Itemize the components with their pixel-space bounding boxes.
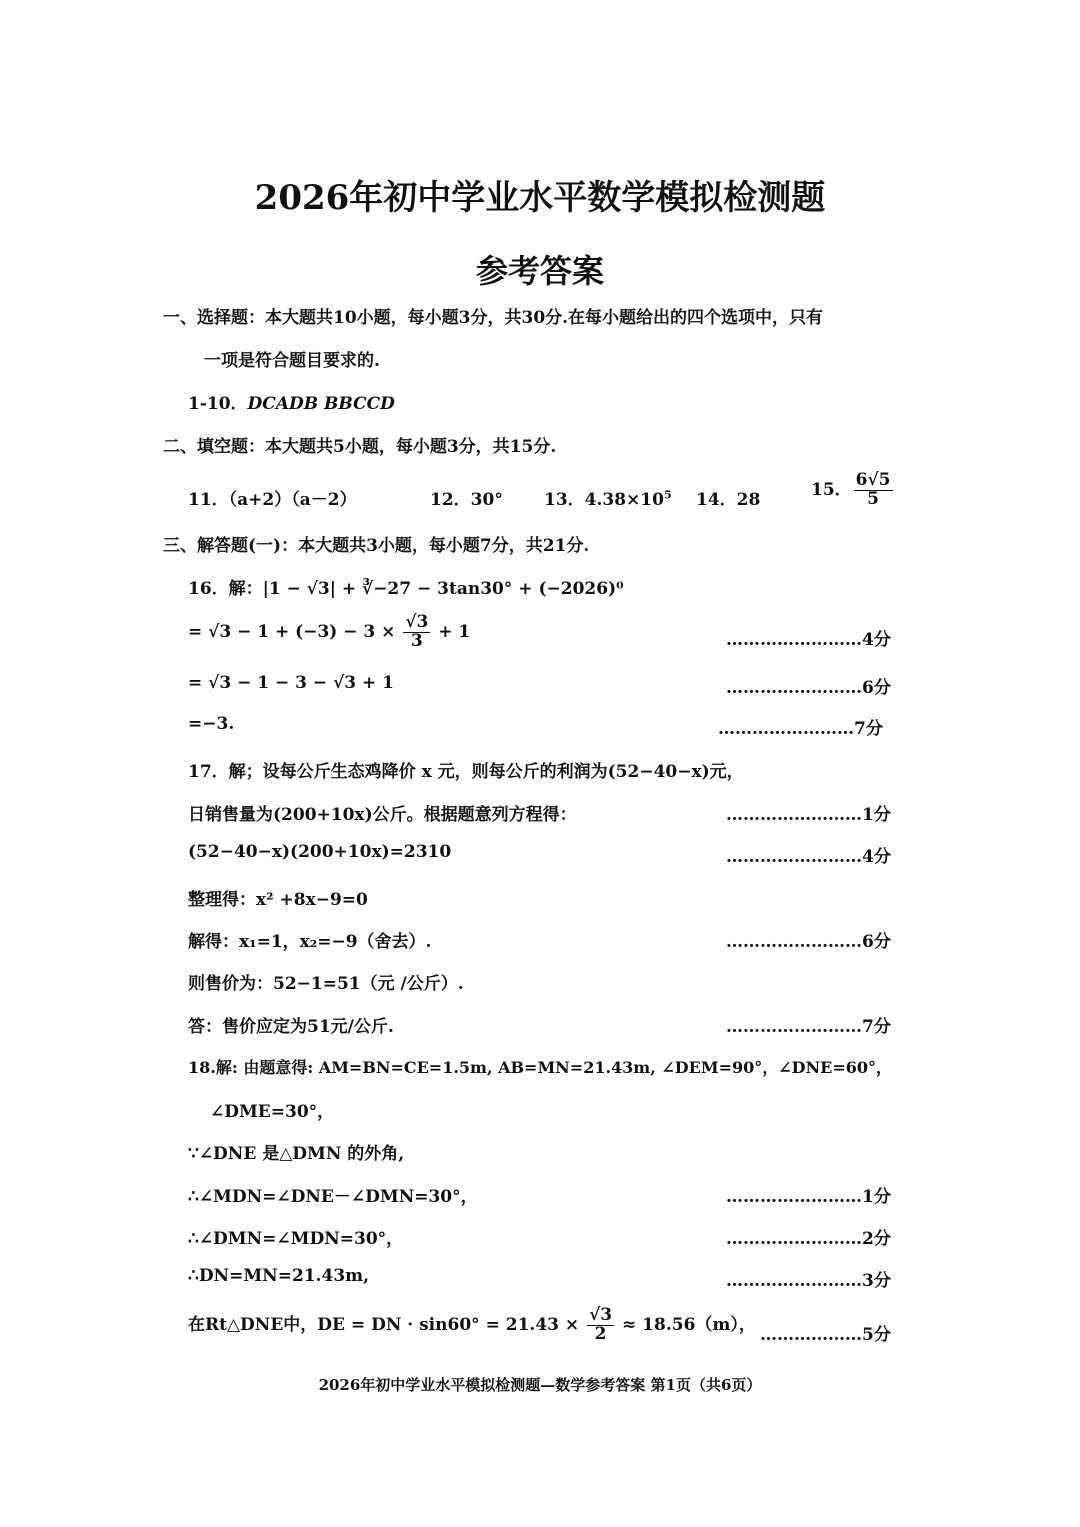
q17-line3: (52−40−x)(200+10x)=2310 [188, 842, 452, 862]
q18-fraction [587, 1307, 614, 1344]
q16-line2 [188, 614, 470, 651]
page-title: 2026年初中学业水平数学模拟检测题 [254, 178, 826, 218]
q15-denominator: 5 [867, 488, 880, 509]
q18-score-1: ……………………1分 [726, 1187, 891, 1207]
q16-line2-b: + 1 [438, 621, 471, 642]
q11-value: （a+2）（a－2） [228, 490, 357, 510]
answer-q13 [544, 485, 672, 510]
q17-line1: 17．解；设每公斤生态鸡降价 x 元，则每公斤的利润为(52−40−x)元， [188, 762, 744, 782]
q15-fraction [854, 472, 893, 509]
section1-heading-cont: 一项是符合题目要求的. [204, 351, 380, 371]
q16-line1: 16．解：|1 − √3| + ∛−27 − 3tan30° + (−2026)⁰ [188, 579, 624, 599]
q16-line4: =−3. [188, 714, 235, 734]
q11-label: 11． [188, 490, 229, 510]
q16-numerator: √3 [405, 612, 429, 632]
q17-line7: 答：售价应定为51元/公斤. [188, 1017, 394, 1037]
q17-score-2: ……………………4分 [726, 847, 891, 867]
q16-score-3: ……………………7分 [718, 719, 883, 739]
q18-denominator: 2 [594, 1323, 607, 1344]
q17-line5: 解得：x₁=1，x₂=−9（舍去）. [188, 932, 432, 952]
q17-line2: 日销售量为(200+10x)公斤。根据题意列方程得： [188, 805, 577, 825]
section3-heading: 三、解答题(一)：本大题共3小题，每小题7分，共21分. [163, 536, 590, 556]
q18-line7 [188, 1307, 756, 1344]
q18-score-3: ……………………3分 [726, 1271, 891, 1291]
answer-q11 [188, 485, 357, 510]
q16-line3: = √3 − 1 − 3 − √3 + 1 [188, 673, 394, 693]
q16-score-2: ……………………6分 [726, 678, 891, 698]
q16-fraction [403, 614, 430, 651]
q17-score-3: ……………………6分 [726, 932, 891, 952]
page-footer: 2026年初中学业水平模拟检测题—数学参考答案 第1页（共6页） [318, 1376, 762, 1394]
q17-score-1: ……………………1分 [726, 805, 891, 825]
q18-line6: ∴DN=MN=21.43m, [188, 1266, 370, 1286]
q13-exponent: 5 [663, 488, 672, 502]
q18-line1: 18.解: 由题意得: AM=BN=CE=1.5m, AB=MN=21.43m, ∠DEM=90°，∠DNE=60°， [188, 1058, 893, 1077]
q18-line7-b: ≈ 18.56（m）， [622, 1314, 756, 1335]
q18-line3: ∵∠DNE 是△DMN 的外角, [188, 1144, 405, 1164]
q15-numerator: 6√5 [855, 470, 891, 490]
q13-label: 13．4.38×10 [544, 490, 664, 510]
q18-line5: ∴∠DMN=∠MDN=30°， [188, 1229, 404, 1249]
section1-heading: 一、选择题：本大题共10小题，每小题3分，共30分.在每小题给出的四个选项中，只有 [163, 308, 824, 328]
section1-answers [188, 389, 395, 414]
page-subtitle: 参考答案 [475, 252, 604, 290]
q18-numerator: √3 [589, 1305, 613, 1325]
answer-q15 [811, 472, 895, 509]
q17-score-4: ……………………7分 [726, 1017, 891, 1037]
answers-value: DCADB BBCCD [247, 394, 395, 414]
answers-label: 1-10． [188, 394, 248, 414]
q18-score-4: ………………5分 [760, 1325, 891, 1345]
q18-line2: ∠DME=30°， [210, 1102, 335, 1122]
q16-line2-a: = √3 − 1 + (−3) − 3 × [188, 621, 396, 642]
q17-line4: 整理得：x² +8x−9=0 [188, 890, 368, 910]
q18-line7-a: 在Rt△DNE中，DE = DN · sin60° = 21.43 × [188, 1314, 580, 1335]
answer-q12: 12．30° [430, 490, 503, 510]
q16-denominator: 3 [410, 630, 423, 651]
q18-score-2: ……………………2分 [726, 1229, 891, 1249]
q18-line4: ∴∠MDN=∠DNE－∠DMN=30°， [188, 1187, 478, 1207]
answer-q14: 14．28 [696, 490, 761, 510]
q17-line6: 则售价为：52−1=51（元 /公斤）. [188, 974, 464, 994]
q15-label: 15． [811, 479, 852, 500]
q16-score-1: ……………………4分 [726, 630, 891, 650]
section2-heading: 二、填空题：本大题共5小题，每小题3分，共15分. [163, 437, 557, 457]
